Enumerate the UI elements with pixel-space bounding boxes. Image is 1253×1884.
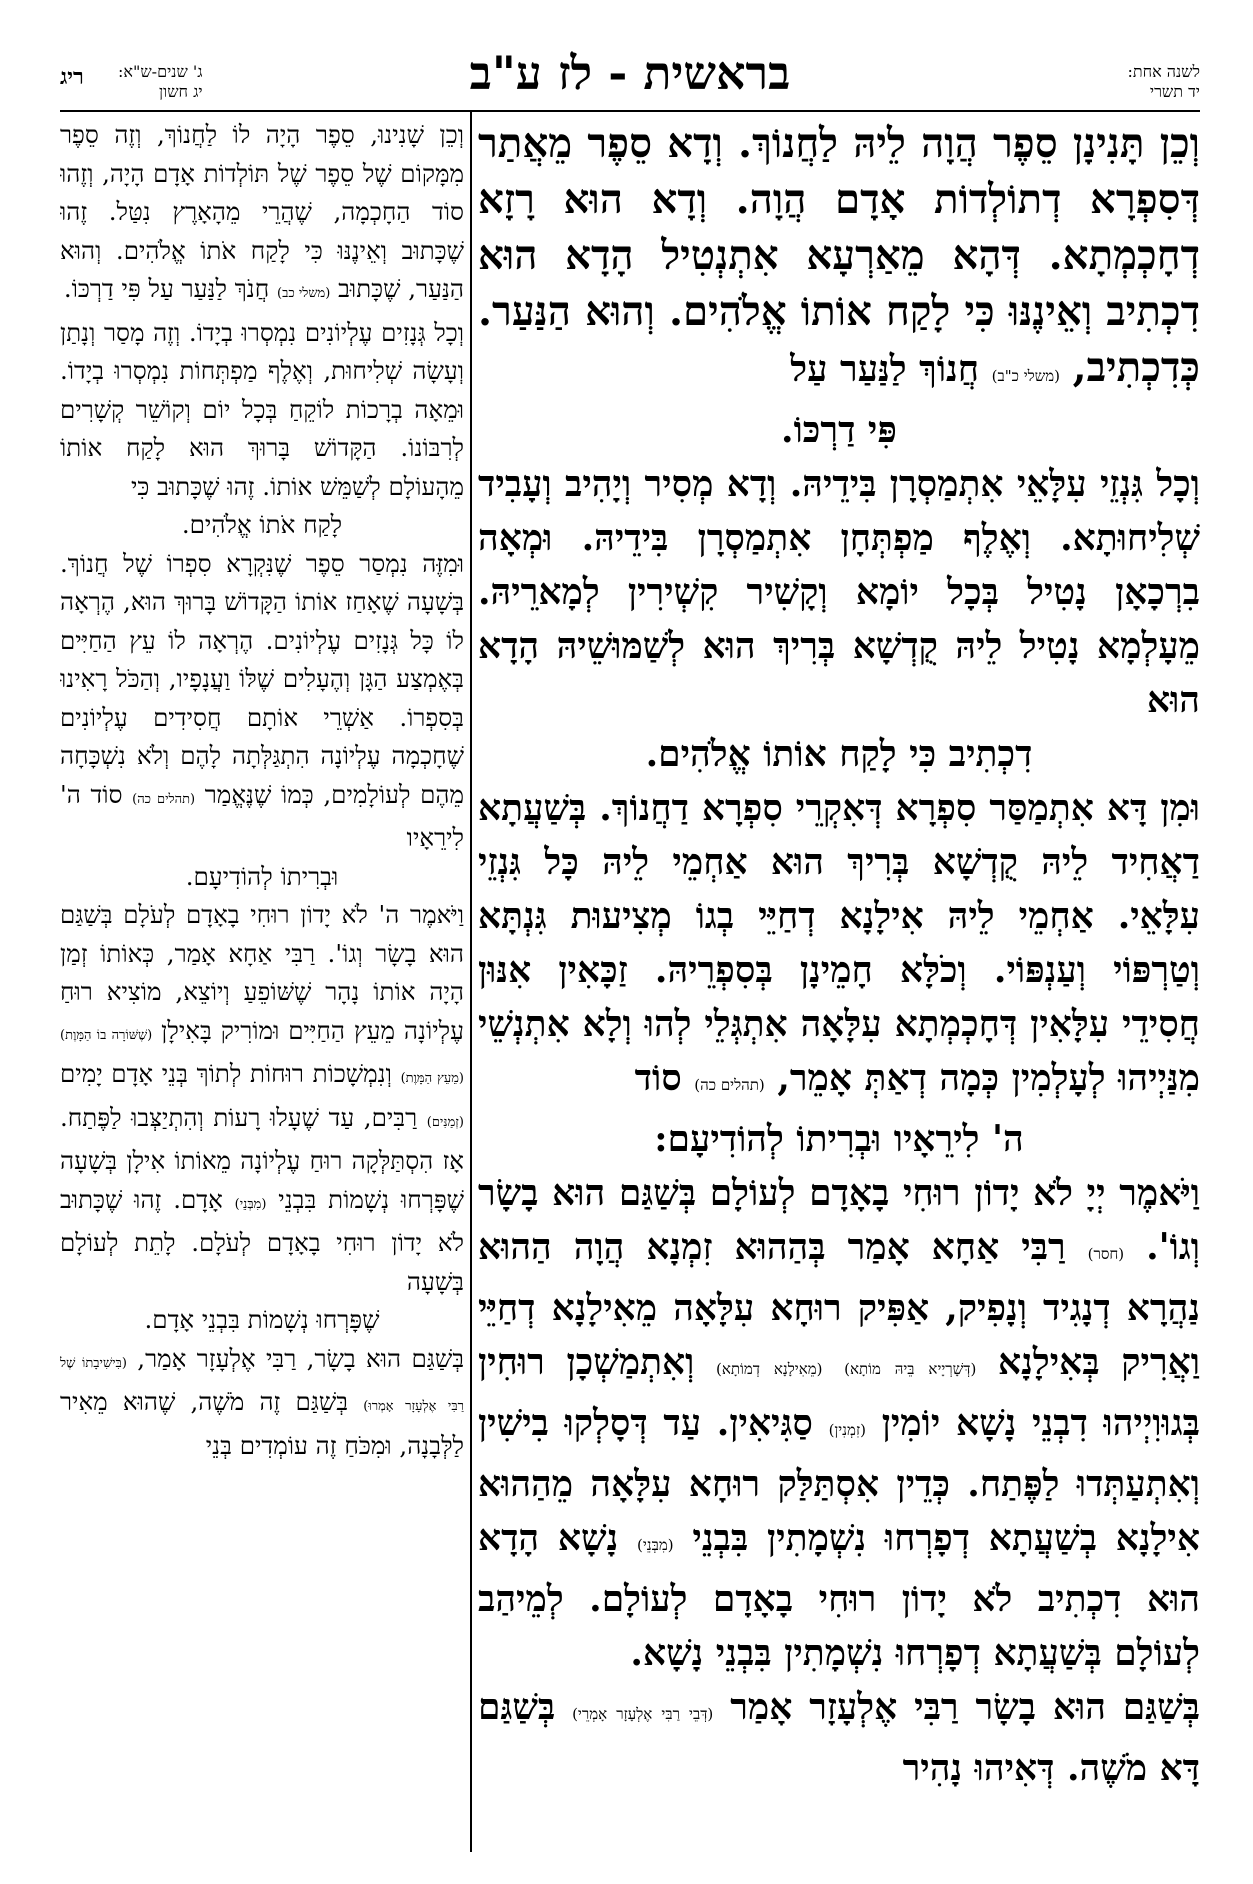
side-s5-text-b: בְּשַׁגַּם זֶה מֹשֶׁה, שֶׁהוּא מֵאִיר לַלְּבָנָה, וּמִכֹּחַ זֶה עוֹמְדִים בְּנֵי [60,1387,464,1460]
main-p4-reference: (חסר) [1087,1245,1125,1263]
schedule-three-years-date: יג חשון [159,82,203,101]
side-paragraph-3-last: וּבְרִיתוֹ לְהוֹדִיעָם. [185,861,339,891]
schedule-one-year-label: לשנה אחת: [1127,62,1200,81]
main-paragraph-1 [478,116,1200,403]
side-s4-text-b: וְנִמְשָׁכוֹת רוּחוֹת לְתוֹךְ בְּנֵי אָדָם יָמִים [60,1059,392,1088]
main-p3-text: וּמִן דָּא אִתְמַסַּר סִפְרָא דְּאִקְרֵי סִפְרָא דַחֲנוֹךְ. בְּשַׁעֲתָא דַאֲחִיד לֵיהּ קֻדְשָׁא בְּרִיךְ הוּא אַחְמֵי לֵיהּ כָּל גִּנְזֵי עִלָּאֵי. אַחְמֵי לֵיהּ אִילָנָא דְחַיֵּי בְגוֹ מְצִיעוּת גִּנְתָּא וְטַרְפּוֹי וְעַנְפּוֹי. וְכֹלָּא חָמֵינָן בְּסִפְרֵיהּ. זַכָּאִין אִנּוּן חֲסִידֵי עִלָּאִין דְּחָכְמְתָא עִלָּאָה אִתְגְּלֵי לְהוּ וְלָא אִתְנְשֵׁי מִנַּיְיהוּ לְעָלְמִין כְּמָה דְאַתְּ אָמֵר, [478,787,1200,1099]
main-p4-text-e: נָשָׁא הָדָא הוּא דִכְתִיב לֹא יָדוֹן רוּחִי בָאָדָם לְעוֹלָם. לְמֵיהַב לְעוֹלָם בְּשַׁעֲתָא דְפָרְחוּ נִשְׁמָתִין בִּבְנֵי נָשָׁא. [478,1517,1200,1674]
schedule-one-year-date: יד תשרי [1149,82,1200,101]
main-paragraph-1-last: פִּי דַרְכּוֹ. [781,409,897,451]
main-paragraph-3-last: ה' לִירֵאָיו וּבְרִיתוֹ לְהוֹדִיעָם: [654,1118,1024,1160]
main-p2-text: וְכָל גִּנְזֵי עִלָּאֵי אִתְמַסְרָן בִּידֵיהּ. וְדָא מְסִיר וְיָהִיב וְעָבִיד שְׁלִיחוּתָא. וְאֶלֶף מַפְתְּחָן אִתְמַסְרָן בִּידֵיהּ. וּמְאָה בִרְכָאָן נָטִיל בְּכָל יוֹמָא וְקָשִׁיר קִשְׁירִין לְמָארֵיהּ. מֵעָלְמָא נָטִיל לֵיהּ קֻדְשָׁא בְּרִיךְ הוּא לְשַׁמּוּשֵׁיהּ הָדָא הוּא [478,463,1200,721]
side-s1-reference: (משלי כב) [277,286,331,301]
main-paragraph-2 [478,457,1200,727]
side-s1-end: חֲנֹךְ לַנַּעַר עַל פִּי דַרְכּוֹ. [63,274,270,303]
side-s3-reference: (תהלים כה) [132,791,196,807]
main-p4-reference-4: (זִמְנִין) [828,1421,866,1439]
side-s4-reference-2: (זְמַנִּים) [426,1114,464,1130]
main-p4-reference-5: (מִבְּנֵי) [636,1536,674,1554]
side-s4-text-c: רַבִּים, עַד שֶׁעָלוּ רָעוֹת וְהִתְיַצְּבוּ לַפֶּתַח. אָז הִסְתַּלְּקָה רוּחַ עֶלְיוֹנָה מֵאוֹתוֹ אִילָן בְּשָׁעָה שֶׁפָּרְחוּ נְשָׁמוֹת בִּבְנֵי [60,1102,464,1214]
column-divider [470,112,472,1852]
side-s2-text: וְכָל גְּנָזִים עֶלְיוֹנִים נִמְסְרוּ בְיָדוֹ. וְזֶה מָסַר וְנָתַן וְעָשָׂה שְׁלִיחוּת, וְאֶלֶף מַפְתְּחוֹת נִמְסְרוּ בְיָדוֹ. וּמֵאָה בְרָכוֹת לוֹקֵחַ בְּכָל יוֹם וְקוֹשֵׁר קְשָׁרִים לְרִבּוֹנוֹ. הַקָּדוֹשׁ בָּרוּךְ הוּא לָקַח אוֹתוֹ מֵהָעוֹלָם לְשַׁמֵּשׁ אוֹתוֹ. זֶהוּ שֶׁכָּתוּב כִּי [60,317,464,501]
side-s4-text: וַיֹּאמֶר ה' לֹא יָדוֹן רוּחִי בָאָדָם לְעֹלָם בְּשַׁגַּם הוּא בָשָׂר וְגוֹ'. רַבִּי אַחָא אָמַר, כְּאוֹתוֹ זְמַן הָיָה אוֹתוֹ נָהָר שֶׁשּׁוֹפֵעַ וְיוֹצֵא, מוֹצִיא רוּחַ עֶלְיוֹנָה מֵעֵץ הַחַיִּים וּמוֹרִיק בָּאִילָן [60,900,464,1045]
side-s3-text: וּמִזֶּה נִמְסַר סֵפֶר שֶׁנִּקְרָא סִפְרוֹ שֶׁל חֲנוֹךְ. בְּשָׁעָה שֶׁאָחַז אוֹתוֹ הַקָּדוֹשׁ בָּרוּךְ הוּא, הֶרְאָה לוֹ כָּל גְּנָזִים עֶלְיוֹנִים. הֶרְאָה לוֹ עֵץ הַחַיִּים בְּאֶמְצַע הַגָּן וְהֶעָלִים שֶׁלּוֹ וַעֲנָפָיו, וְהַכֹּל רָאִינוּ בְּסִפְרוֹ. אַשְׁרֵי אוֹתָם חֲסִידִים עֶלְיוֹנִים שֶׁחָכְמָה עֶלְיוֹנָה הִתְגַּלְּתָה לָהֶם וְלֹא נִשְׁכָּחָה מֵהֶם לְעוֹלָמִים, כְּמוֹ שֶׁנֶּאֱמַר [60,548,464,809]
side-paragraph-2-last: לָקַח אֹתוֹ אֱלֹהִים. [181,510,343,539]
main-p5-text: בְּשַׁגַּם הוּא בָשָׂר רַבִּי אֶלְעָזָר אָמַר [730,1686,1200,1728]
main-p4-text-b: רַבִּי אַחָא אָמַר בְּהַהוּא זִמְנָא הֲוָה הַהוּא נַהֲרָא דְנָגִיד וְנָפִיק, אַפִּיק רוּחָא עִלָּאָה מֵאִילָנָא דְחַיֵּי וַאֲרִיק בְּאִילָנָא [478,1226,1200,1383]
side-s4-text-d: אָדָם. זֶהוּ שֶׁכָּתוּב לֹא יָדוֹן רוּחִי בָאָדָם לְעֹלָם. לָתֵת לְעוֹלָם בְּשָׁעָה [60,1184,464,1296]
main-p1-text: וְכֵן תָּנִינָן סֵפֶר הֲוָה לֵיהּ לַחֲנוֹךְ. וְדָא סֵפֶר מֵאֲתַר דְּסִפְרָא דְתוֹלְדוֹת אָדָם הֲוָה. וְדָא הוּא רָזָא דְחָכְמְתָא. דְּהָא מֵאַרְעָא אִתְנְטִיל הָדָא הוּא דִכְתִיב וְאֵינֶנּוּ כִּי לָקַח אוֹתוֹ אֱלֹהִים. וְהוּא הַנַּעַר. כְּדִכְתִיב, [478,119,1200,391]
main-p4-reference-3: (מֵאִילָנָא דְמוֹתָא) [716,1360,823,1378]
main-paragraph-3 [478,781,1200,1112]
side-paragraph-4 [60,896,464,1301]
side-paragraph-5 [60,1340,464,1466]
main-p4-reference-2: (דְּשָׁרְיָיא בֵּיהּ מוֹתָא) [844,1360,977,1378]
schedule-three-years [118,62,203,102]
hebrew-translation-column [60,116,464,1856]
main-paragraph-2-last: דִכְתִיב כִּי לָקַח אוֹתוֹ אֱלֹהִים. [645,733,1033,775]
side-s5-reference: (בִּישִׁיבָתוֹ שֶׁל רַבִּי אֶלְעָזָר אָמְרוּ) [60,1355,464,1414]
side-paragraph-3 [60,545,464,858]
main-p1-end: חֲנוֹךְ לַנַּעַר עַל [790,348,980,390]
side-s5-text: בְּשַׁגַּם הוּא בָשָׂר, רַבִּי אֶלְעָזָר אָמַר, [137,1343,464,1373]
main-paragraph-5 [478,1680,1200,1795]
side-s4-reference: (שֶׁשּׁוֹרָה בוֹ הַמָּוֶת) (מֵעֵץ הַמָּוֶת) [60,1027,464,1086]
main-p1-reference: (משלי כ"ב) [991,367,1061,385]
main-p5-reference: (דְּבֵי רַבִּי אֶלְעָזָר אָמְרֵי) [572,1705,714,1723]
side-paragraph-2 [60,314,464,507]
main-p3-reference: (תהלים כה) [694,1076,765,1094]
schedule-three-years-label: ג' שנים-ש"א: [118,62,203,81]
side-s3-end: סוֹד ה' לִירֵאָיו [60,779,464,852]
side-s1-text: וְכֵן שָׁנִינוּ, סֵפֶר הָיָה לוֹ לַחֲנוֹךְ, וְזֶה סֵפֶר מִמָּקוֹם שֶׁל סֵפֶר שֶׁל תּוֹלְדוֹת אָדָם הָיָה, וְזֶהוּ סוֹד הַחָכְמָה, שֶׁהֲרֵי מֵהָאָרֶץ נִטַּל. זֶהוּ שֶׁכָּתוּב וְאֵינֶנּוּ כִּי לָקַח אֹתוֹ אֱלֹהִים. וְהוּא הַנַּעַר, שֶׁכָּתוּב [60,120,464,303]
main-aramaic-column [478,116,1200,1856]
main-paragraph-4 [478,1166,1200,1680]
main-p3-end: סוֹד [634,1057,682,1099]
main-p4-text-c: וְאִתְמַשְׁכָן רוּחִין בְּגוּוִיְיהוּ דִבְנֵי נָשָׁא יוֹמִין [478,1341,1200,1444]
side-paragraph-4-last: שֶׁפָּרְחוּ נְשָׁמוֹת בִּבְנֵי אָדָם. [144,1305,380,1334]
page-header [60,44,1200,108]
page-title: בראשית - לז ע"ב [469,46,791,100]
page-number: ריג [60,64,84,90]
main-p5-text-b: בְּשַׁגַּם דָּא מֹשֶׁה. דְּאִיהוּ נָהִיר [478,1686,1200,1789]
header-divider [60,110,1200,112]
side-s4-reference-3: (מִבְּנֵי) [234,1196,267,1212]
main-p4-text-d: סַגִּיאִין. עַד דְּסָלְקוּ בִישִׁין וְאִתְעַתְּדוּ לַפֶּתַח. כְּדֵין אִסְתַּלַּק רוּחָא עִלָּאָה מֵהַהוּא אִילָנָא בְשַׁעֲתָא דְפָרְחוּ נִשְׁמָתִין בִּבְנֵי [478,1402,1200,1559]
main-p4-text: וַיֹּאמֶר יְיָ לֹא יָדוֹן רוּחִי בָאָדָם לְעוֹלָם בְּשַׁגַּם הוּא בָשָׂר וְגוֹ'. [478,1172,1200,1268]
side-paragraph-1 [60,116,464,314]
